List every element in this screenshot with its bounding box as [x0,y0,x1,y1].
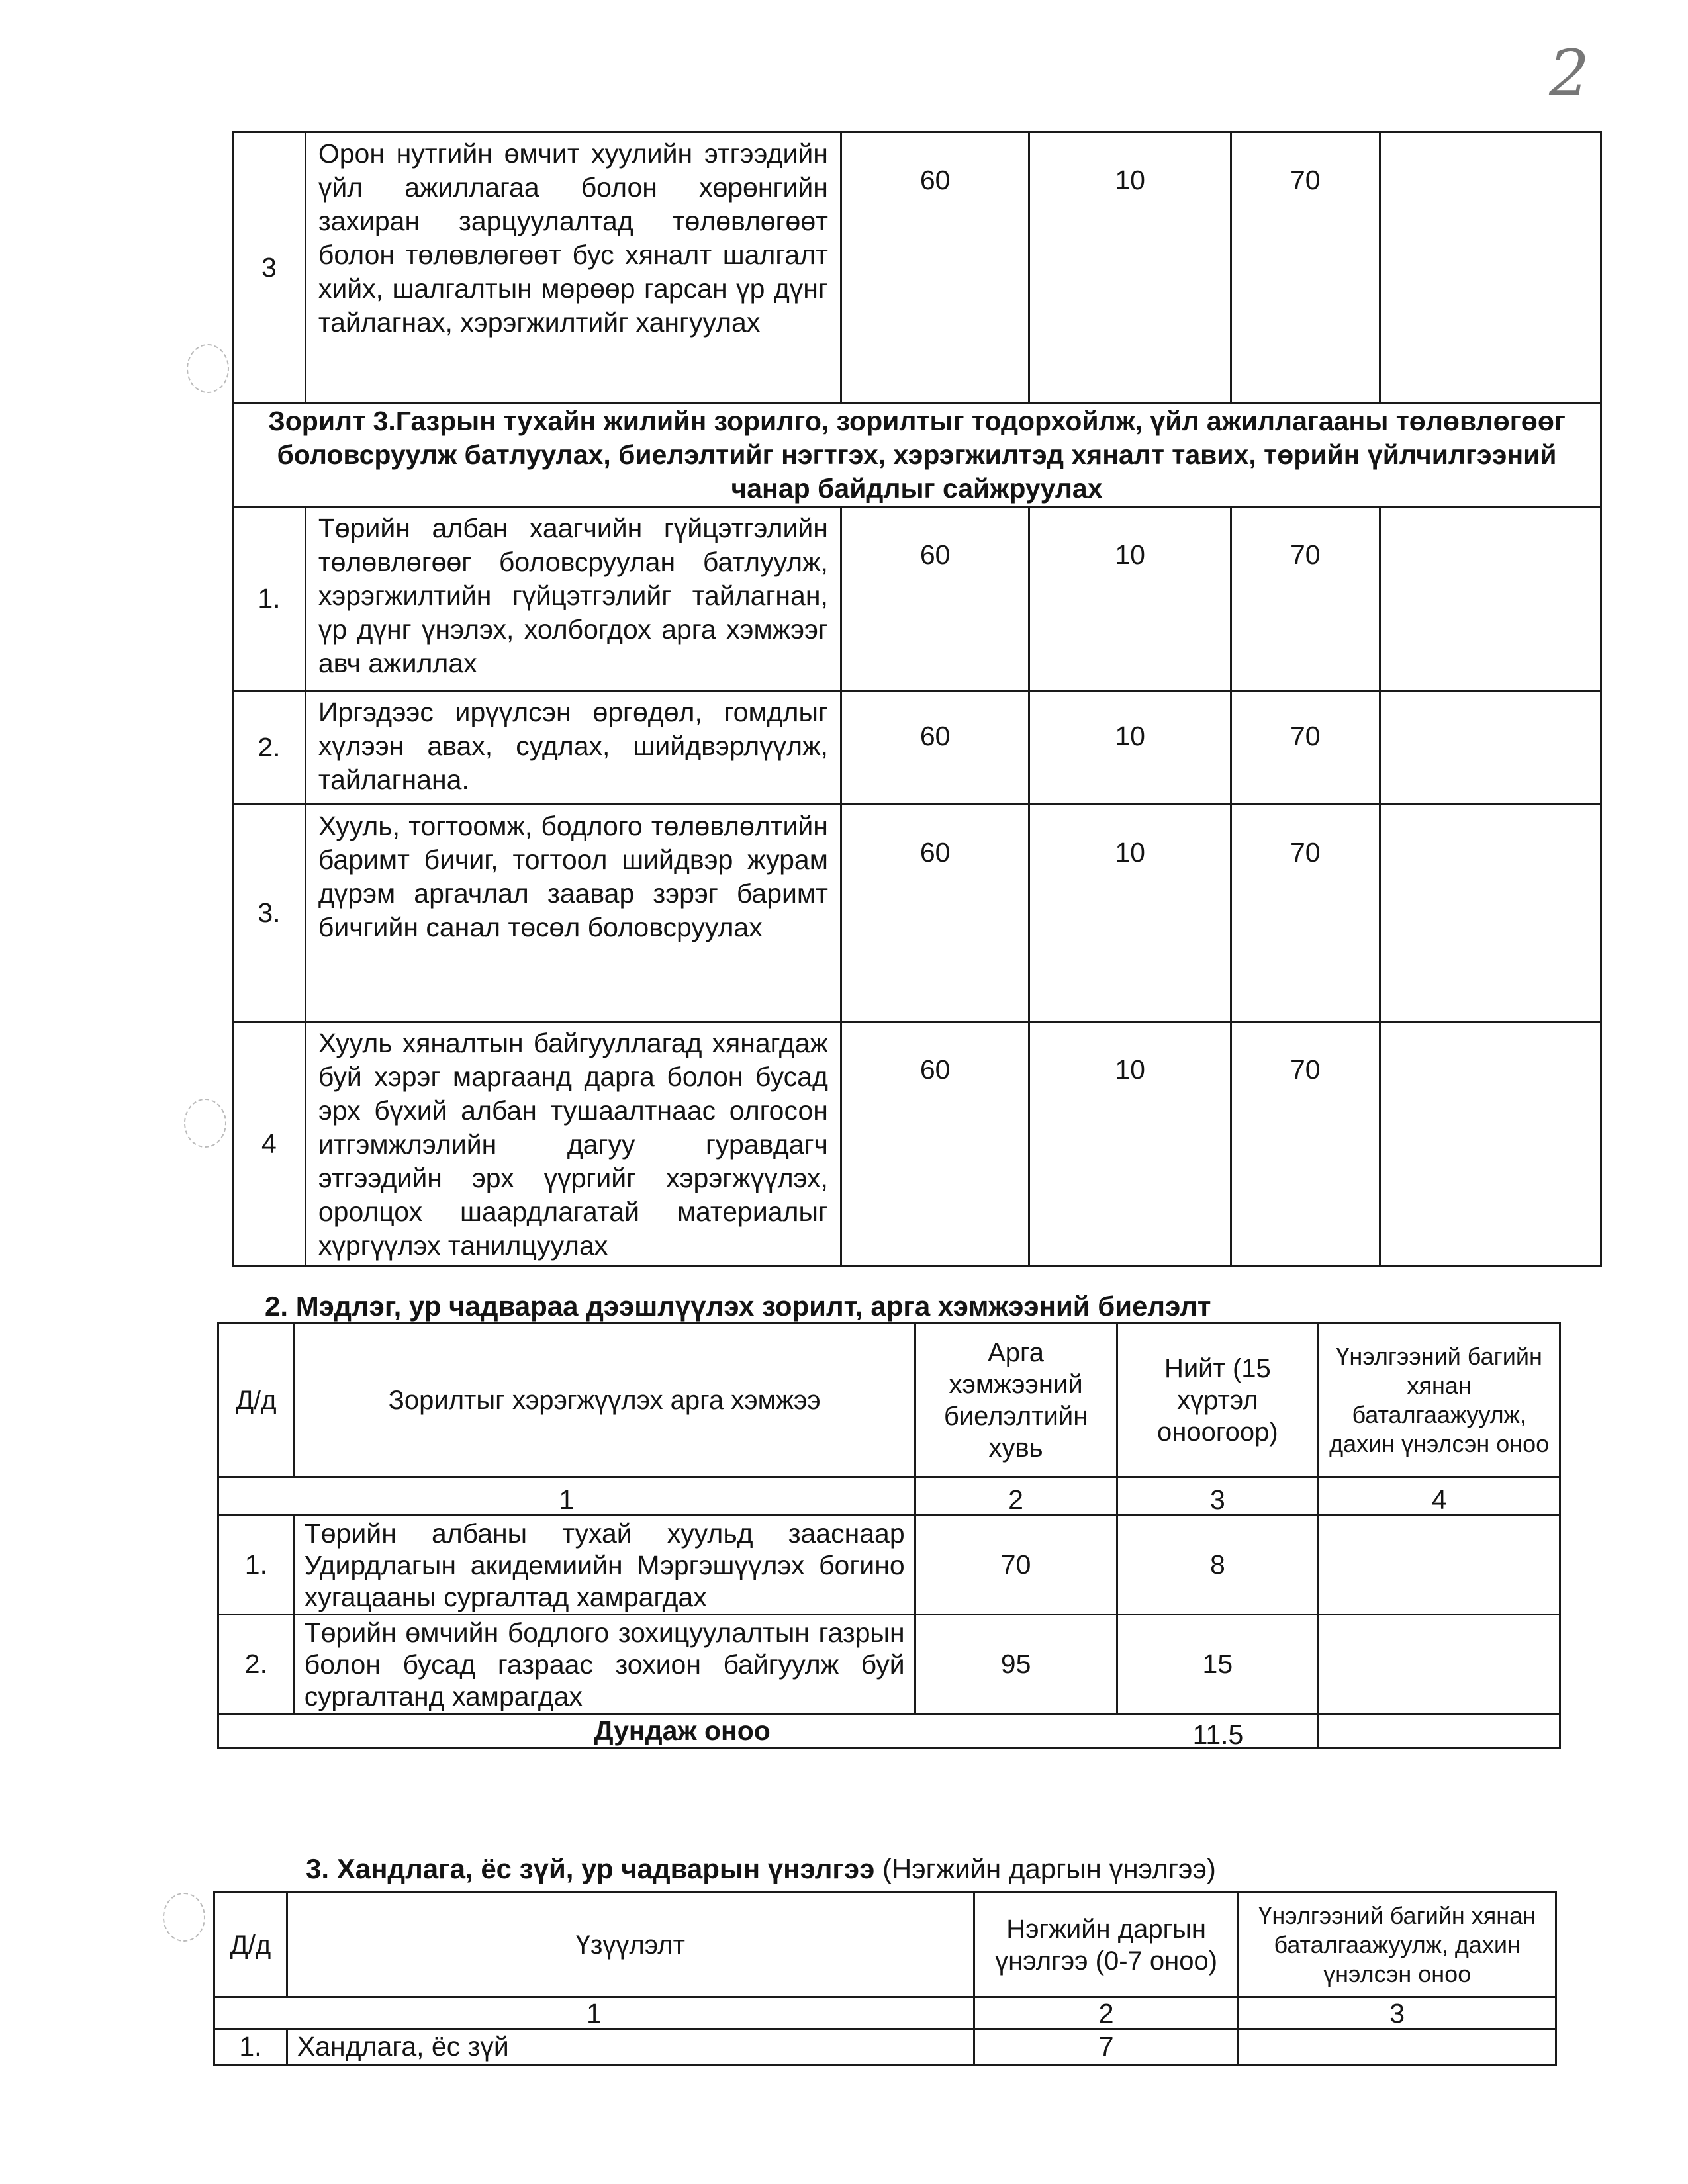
row-number: 1. [233,507,306,691]
score-c: 70 [1231,805,1380,1022]
page-number: 2 [1549,36,1590,111]
goal-header-row [233,404,1601,507]
score-c: 70 [1231,507,1380,691]
header-row [218,1324,1560,1477]
goal-table [232,131,1602,1267]
row-number: 1. [214,2029,287,2065]
col-number: 2 [915,1477,1117,1516]
measure-text: Орон нутгийн өмчит хуулийн этгээдийн үйл ажиллагаа болон хөрөнгийн захиран зарцуулалтад төлөвлөгөөт болон төлөвлөгөөт бус хяналт шалгалт хийх, шалгалтын мөрөөр гарсан үр дүнг тайлагнах, хэрэгжилтийг хангуулах [305,132,841,404]
col-number: 1 [214,1997,974,2029]
score-b: 10 [1029,1022,1231,1267]
score-c: 70 [1231,132,1380,404]
table-row [218,1516,1560,1615]
score-b: 10 [1029,691,1231,805]
skills-table [217,1322,1561,1749]
row-number: 1. [218,1516,295,1615]
header-review: Үнэлгээний багийн хянан баталгаажуулж, дахин үнэлсэн оноо [1239,1893,1556,1997]
section-2-title: 2. Мэдлэг, ур чадвараа дээшлүүлэх зорилт, арга хэмжээний биелэлт [265,1291,1211,1322]
review-value [1319,1516,1560,1615]
col-number: 3 [1239,1997,1556,2029]
average-value: 11.5 [1192,1719,1244,1750]
percent-value: 95 [915,1615,1117,1714]
measure-text: Төрийн өмчийн бодлого зохицуулалтын газрын болон бусад газраас зохион байгуулж буй сургалтанд хамрагдах [294,1615,915,1714]
header-criteria: Үзүүлэлт [287,1893,974,1997]
punch-hole-mark [187,344,229,393]
score-a: 60 [841,805,1029,1022]
header-percent: Арга хэмжээний биелэлтийн хувь [915,1324,1117,1477]
measure-text: Төрийн албан хаагчийн гүйцэтгэлийн төлөвлөгөөг боловсруулан батлуулж, хэрэгжилтийн гүйцэтгэлийг тайлагнан, үр дүнг үнэлэх, холбогдох арга хэмжээг авч ажиллах [305,507,841,691]
score-b: 10 [1029,507,1231,691]
punch-hole-mark [184,1099,226,1148]
total-value: 15 [1117,1615,1319,1714]
header-measure: Зорилтыг хэрэгжүүлэх арга хэмжээ [294,1324,915,1477]
col-number: 3 [1117,1477,1319,1516]
section-3-title [306,1853,1216,1885]
score-d [1380,1022,1601,1267]
measure-text: Төрийн албаны тухай хуульд зааснаар Удирдлагын акидемиийн Мэргэшүүлэх богино хугацааны сургалтад хамрагдах [294,1516,915,1615]
header-row [214,1893,1556,1997]
score-a: 60 [841,132,1029,404]
score-d [1380,507,1601,691]
total-value: 8 [1117,1516,1319,1615]
header-dd: Д/д [218,1324,295,1477]
manager-score: 7 [974,2029,1239,2065]
header-review: Үнэлгээний багийн хянан баталгаажуулж, дахин үнэлсэн оноо [1319,1324,1560,1477]
measure-text: Хууль хяналтын байгууллагад хянагдаж буй хэрэг маргаанд дарга болон бусад эрх бүхий албан тушаалтнаас олгосон итгэмжлэлийн дагуу гуравдагч этгээдийн эрх үүргийг хэрэгжүүлэх, оролцох шаардлагатай материалыг хүргүүлэх танилцуулах [305,1022,841,1267]
table-row [233,1022,1601,1267]
table-row [233,132,1601,404]
table-row [218,1615,1560,1714]
average-label: Дундаж оноо [218,1714,1319,1749]
header-dd: Д/д [214,1893,287,1997]
score-c: 70 [1231,1022,1380,1267]
score-a: 60 [841,1022,1029,1267]
table-row [233,691,1601,805]
row-number: 3. [233,805,306,1022]
row-number: 3 [233,132,306,404]
percent-value: 70 [915,1516,1117,1615]
row-number: 2. [233,691,306,805]
header-total: Нийт (15 хүртэл оноогоор) [1117,1324,1319,1477]
col-number: 1 [218,1477,915,1516]
column-number-row [214,1997,1556,2029]
col-number: 4 [1319,1477,1560,1516]
measure-text: Хууль, тогтоомж, бодлого төлөвлөлтийн баримт бичиг, тогтоол шийдвэр журам дүрэм аргачлал заавар зэрэг баримт бичгийн санал төсөл боловсруулах [305,805,841,1022]
section-3-title-main: 3. Хандлага, ёс зүй, ур чадварын үнэлгээ [306,1853,875,1884]
review-value [1319,1615,1560,1714]
score-c: 70 [1231,691,1380,805]
row-number: 4 [233,1022,306,1267]
goal-3-heading: Зорилт 3.Газрын тухайн жилийн зорилго, зорилтыг тодорхойлж, үйл ажиллагааны төлөвлөгөөг боловсруулж батлуулах, биелэлтийг нэгтгэх, хэрэгжилтэд хяналт тавих, төрийн үйлчилгээний чанар байдлыг сайжруулах [233,404,1601,507]
average-row [218,1714,1560,1749]
score-d [1380,132,1601,404]
score-d [1380,805,1601,1022]
table-row [233,805,1601,1022]
average-review [1319,1714,1560,1749]
score-b: 10 [1029,805,1231,1022]
row-number: 2. [218,1615,295,1714]
criteria-text: Хандлага, ёс зүй [287,2029,974,2065]
score-a: 60 [841,691,1029,805]
punch-hole-mark [163,1893,205,1942]
measure-text: Иргэдээс ирүүлсэн өргөдөл, гомдлыг хүлээн авах, судлах, шийдвэрлүүлж, тайлагнана. [305,691,841,805]
review-score [1239,2029,1556,2065]
col-number: 2 [974,1997,1239,2029]
column-number-row [218,1477,1560,1516]
header-manager: Нэгжийн даргын үнэлгээ (0-7 оноо) [974,1893,1239,1997]
score-b: 10 [1029,132,1231,404]
section-3-title-suffix: (Нэгжийн даргын үнэлгээ) [882,1853,1216,1884]
score-a: 60 [841,507,1029,691]
attitude-table [213,1891,1557,2066]
score-d [1380,691,1601,805]
table-row [233,507,1601,691]
table-row [214,2029,1556,2065]
